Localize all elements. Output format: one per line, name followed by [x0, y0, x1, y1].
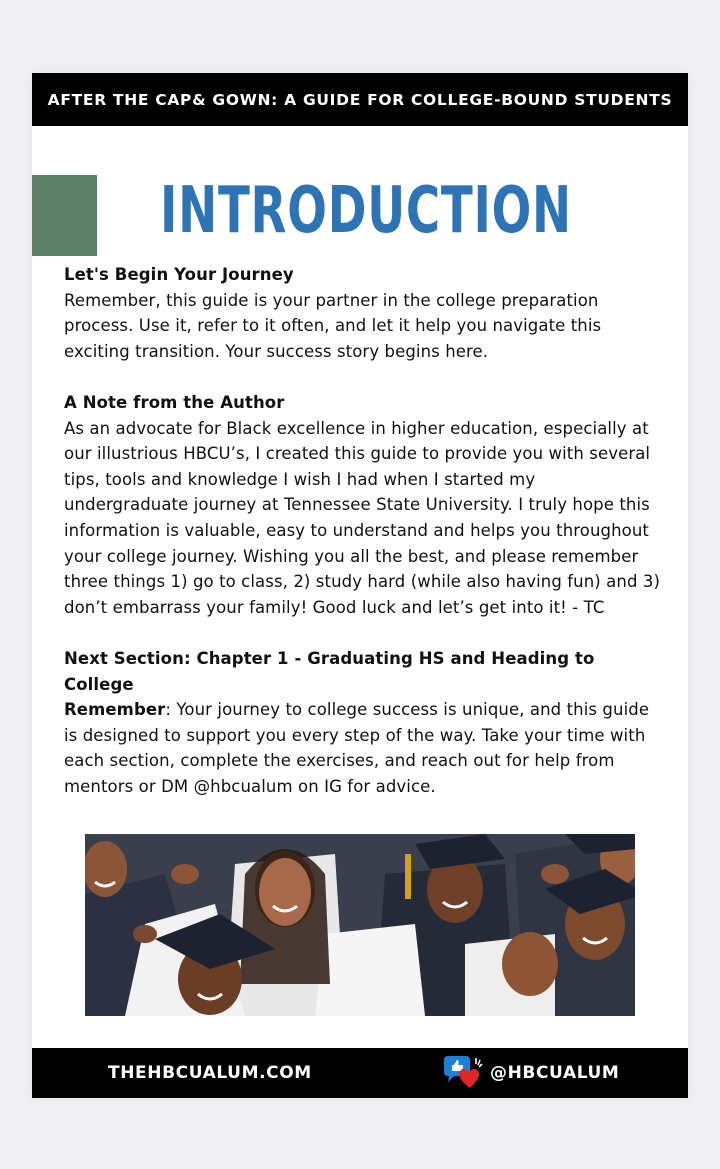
- page-title: INTRODUCTION: [160, 174, 572, 248]
- graduates-illustration: [85, 834, 635, 1016]
- next-section-heading: Next Section: Chapter 1 - Graduating HS and Heading to College: [64, 648, 595, 694]
- page-content: [64, 262, 664, 799]
- journey-body: Remember, this guide is your partner in the college preparation process. Use it, refer to it often, and let it help you navigate this exciting transition. Your success story begins here.: [64, 290, 602, 361]
- document-page: [32, 73, 688, 1098]
- remember-body: : Your journey to college success is unique, and this guide is designed to support you every step of the way. Take your time with each section, complete the exercises, and reach out for help from mentors or DM @hbcualum on IG for advice.: [64, 700, 650, 796]
- footer-bar: [32, 1048, 688, 1098]
- header-banner-text: AFTER THE CAP& GOWN: A GUIDE FOR COLLEGE-BOUND STUDENTS: [47, 90, 673, 109]
- accent-square: [32, 175, 97, 256]
- remember-paragraph: [64, 697, 664, 799]
- website-link[interactable]: THEHBCUALUM.COM: [108, 1063, 312, 1083]
- social-likes-icon: [440, 1054, 486, 1092]
- remember-label: Remember: [64, 700, 166, 720]
- header-banner: [32, 73, 688, 126]
- social-handle[interactable]: @HBCUALUM: [490, 1063, 620, 1083]
- journey-heading: Let's Begin Your Journey: [64, 265, 294, 284]
- social-handle-group[interactable]: [440, 1048, 619, 1098]
- author-body: As an advocate for Black excellence in higher education, especially at our illustrious HBCU’s, I created this guide to provide you with several tips, tools and knowledge I wish I had when I started my undergraduate journey at Tennessee State University. I truly hope this information is valuable, easy to understand and helps you throughout your college journey. Wishing you all the best, and please remember three things 1) go to class, 2) study hard (while also having fun) and 3) don’t embarrass your family! Good luck and let’s get into it! - TC: [64, 418, 661, 617]
- author-heading: A Note from the Author: [64, 392, 285, 412]
